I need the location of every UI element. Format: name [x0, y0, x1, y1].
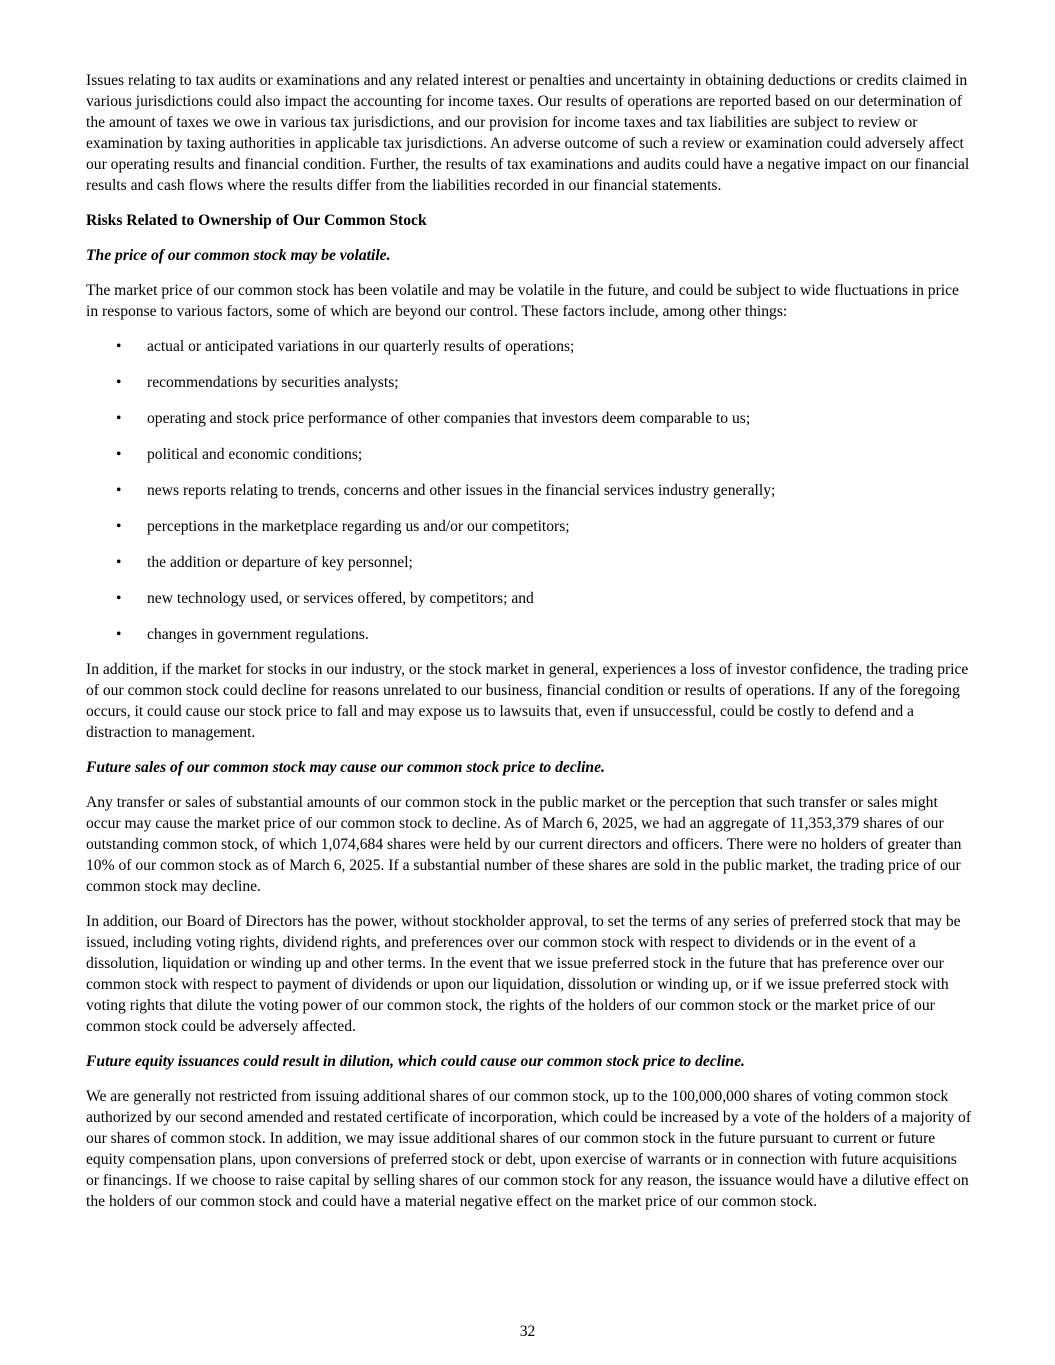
list-item [86, 552, 972, 573]
risk-volatility-title: The price of our common stock may be volatile. [86, 247, 391, 264]
list-item-text: operating and stock price performance of other companies that investors deem comparable to us; [147, 410, 751, 427]
risk-future-sales-paragraph-1: Any transfer or sales of substantial amounts of our common stock in the public market or the perception that such transfer or sales might occur may cause the market price of our common stock to decline. As of March 6, 2025, we had an aggregate of 11,353,379 shares of our outstanding common stock, of which 1,074,684 shares were held by our current directors and officers. There were no holders of greater than 10% of our common stock as of March 6, 2025. If a substantial number of these shares are sold in the public market, the trading price of our common stock may decline. [86, 794, 962, 895]
list-item-text: the addition or departure of key personnel; [147, 554, 413, 571]
list-item [86, 444, 972, 465]
list-item-text: changes in government regulations. [147, 626, 369, 643]
bullet-icon: • [116, 446, 122, 463]
risk-future-sales-paragraph-2: In addition, our Board of Directors has the power, without stockholder approval, to set the terms of any series of preferred stock that may be issued, including voting rights, dividend rights, and preferences over our common stock with respect to dividends or in the event of a dissolution, liquidation or winding up and other terms. In the event that we issue preferred stock in the future that has preference over our common stock with respect to payment of dividends or upon our liquidation, dissolution or winding up, or if we issue preferred stock with voting rights that dilute the voting power of our common stock, the rights of the holders of our common stock or the market price of our common stock could be adversely affected. [86, 913, 961, 1035]
list-item [86, 372, 972, 393]
risk-volatility-paragraph: The market price of our common stock has been volatile and may be volatile in the future, and could be subject to wide fluctuations in price in response to various factors, some of which are beyond our control. These factors include, among other things: [86, 282, 959, 320]
list-item-text: perceptions in the marketplace regarding us and/or our competitors; [147, 518, 570, 535]
intro-paragraph: Issues relating to tax audits or examinations and any related interest or penalties and uncertainty in obtaining deductions or credits claimed in various jurisdictions could also impact the accounting for income taxes. Our results of operations are reported based on our determination of the amount of taxes we owe in various tax jurisdictions, and our provision for income taxes and tax liabilities are subject to review or examination by taxing authorities in applicable tax jurisdictions. An adverse outcome of such a review or examination could adversely affect our operating results and financial condition. Further, the results of tax examinations and audits could have a negative impact on our financial results and cash flows where the results differ from the liabilities recorded in our financial statements. [86, 72, 970, 194]
bullet-icon: • [116, 410, 122, 427]
risk-dilution-title: Future equity issuances could result in dilution, which could cause our common stock price to decline. [86, 1053, 745, 1070]
bullet-icon: • [116, 374, 122, 391]
risk-dilution-paragraph: We are generally not restricted from issuing additional shares of our common stock, up to the 100,000,000 shares of voting common stock authorized by our second amended and restated certificate of incorporation, which could be increased by a vote of the holders of a majority of our shares of common stock. In addition, we may issue additional shares of our common stock in the future pursuant to current or future equity compensation plans, upon conversions of preferred stock or debt, upon exercise of warrants or in connection with future acquisitions or financings. If we choose to raise capital by selling shares of our common stock for any reason, the issuance would have a dilutive effect on the holders of our common stock and could have a material negative effect on the market price of our common stock. [86, 1088, 972, 1210]
list-item [86, 588, 972, 609]
list-item-text: new technology used, or services offered, by competitors; and [147, 590, 534, 607]
list-item [86, 336, 972, 357]
bullet-icon: • [116, 482, 122, 499]
document-page [86, 70, 972, 1226]
list-item-text: recommendations by securities analysts; [147, 374, 399, 391]
list-item [86, 408, 972, 429]
risk-volatility-closing-paragraph: In addition, if the market for stocks in our industry, or the stock market in general, experiences a loss of investor confidence, the trading price of our common stock could decline for reasons unrelated to our business, financial condition or results of operations. If any of the foregoing occurs, it could cause our stock price to fall and may expose us to lawsuits that, even if unsuccessful, could be costly to defend and a distraction to management. [86, 661, 969, 741]
page-number: 32 [519, 1323, 536, 1340]
list-item [86, 624, 972, 645]
bullet-icon: • [116, 338, 122, 355]
list-item-text: news reports relating to trends, concerns and other issues in the financial services industry generally; [147, 482, 776, 499]
section-heading: Risks Related to Ownership of Our Common Stock [86, 212, 427, 229]
bullet-icon: • [116, 518, 122, 535]
list-item [86, 516, 972, 537]
volatility-factors-list [86, 336, 972, 645]
list-item-text: actual or anticipated variations in our quarterly results of operations; [147, 338, 575, 355]
bullet-icon: • [116, 590, 122, 607]
bullet-icon: • [116, 554, 122, 571]
risk-future-sales-title: Future sales of our common stock may cause our common stock price to decline. [86, 759, 605, 776]
list-item-text: political and economic conditions; [147, 446, 363, 463]
bullet-icon: • [116, 626, 122, 643]
list-item [86, 480, 972, 501]
